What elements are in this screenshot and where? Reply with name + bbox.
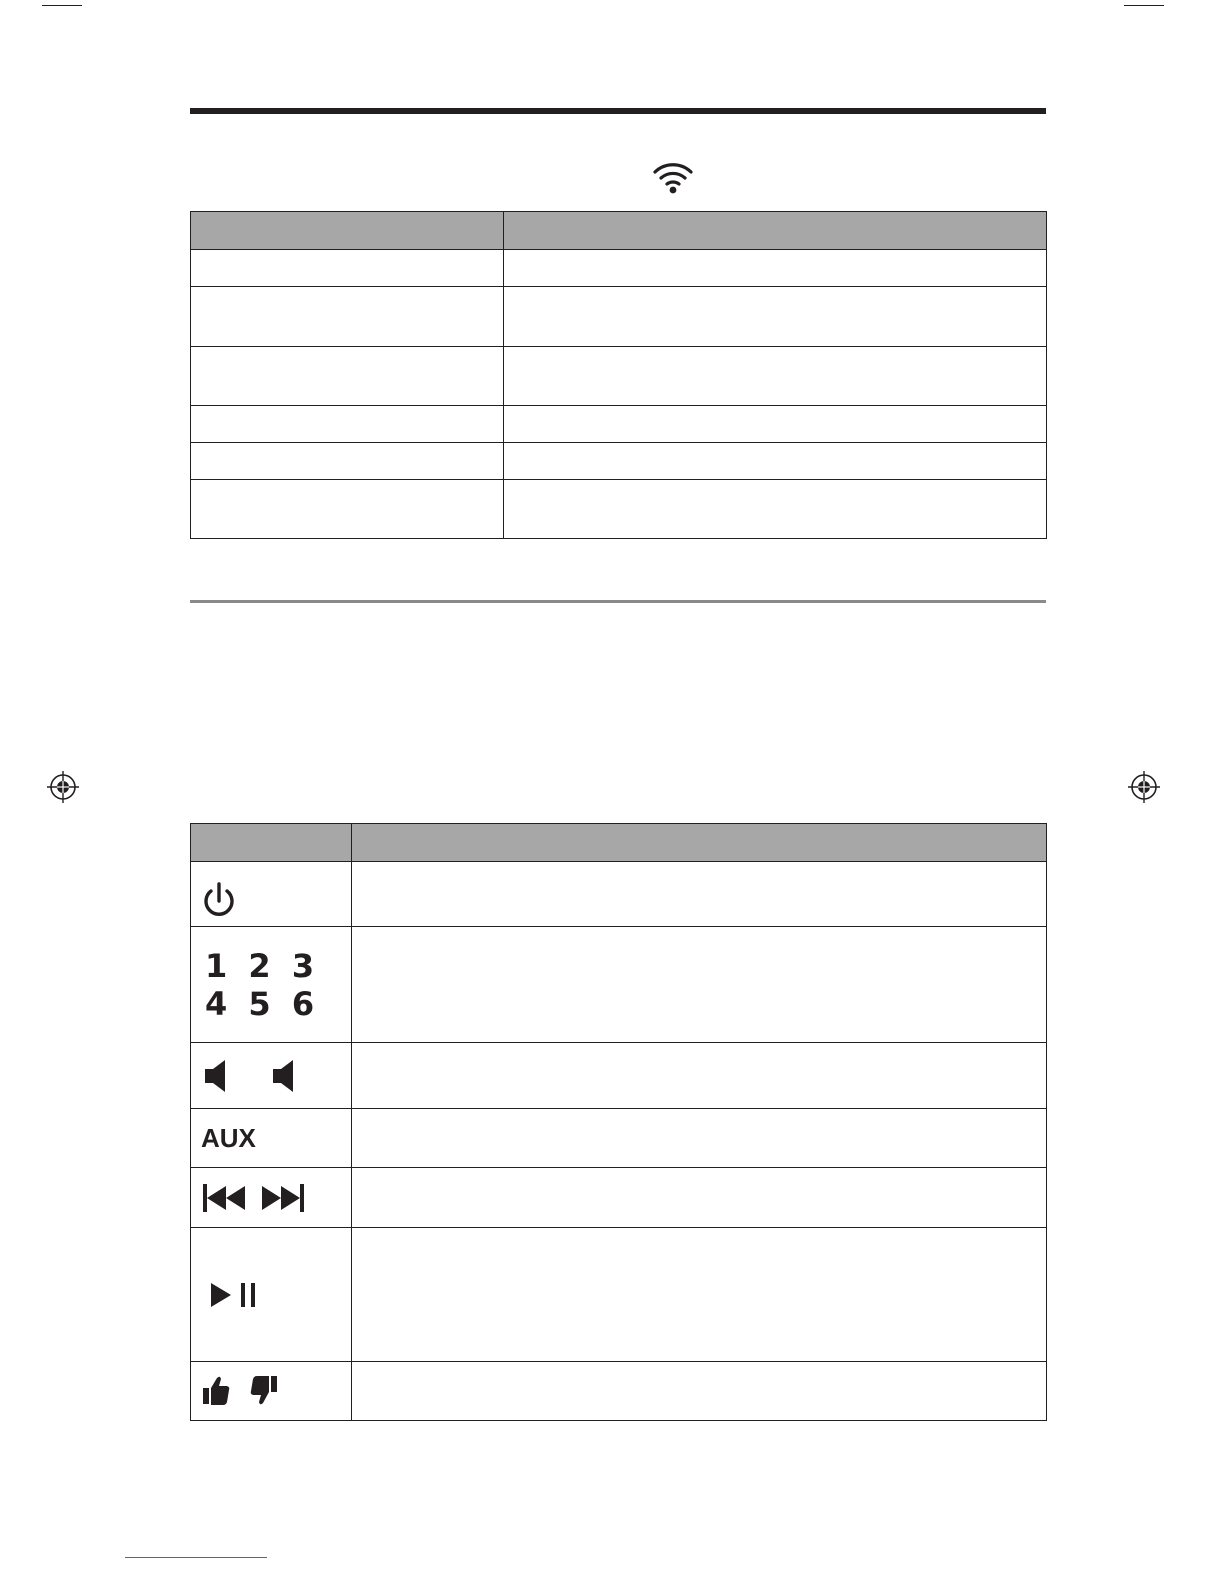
table-row xyxy=(191,1109,1047,1168)
table-header-cell xyxy=(191,212,504,250)
table-cell xyxy=(191,480,504,539)
table-row xyxy=(191,406,1047,443)
table-cell xyxy=(504,443,1047,480)
icon-cell xyxy=(191,862,352,927)
preset-numbers-icon: 1 2 3 4 5 6 xyxy=(205,946,319,1023)
table-cell xyxy=(504,480,1047,539)
table-row xyxy=(191,1362,1047,1421)
registration-mark-left-icon xyxy=(47,771,79,803)
table-cell xyxy=(352,1109,1047,1168)
table-header-cell xyxy=(191,824,352,862)
table-cell xyxy=(504,347,1047,406)
thumbs-down-icon xyxy=(251,1376,277,1404)
table-row xyxy=(191,480,1047,539)
play-pause-icon xyxy=(209,1281,269,1309)
table-row xyxy=(191,1168,1047,1228)
table-row xyxy=(191,927,1047,1043)
table-cell xyxy=(191,287,504,347)
table-row xyxy=(191,443,1047,480)
icon-cell xyxy=(191,1109,352,1168)
table-row xyxy=(191,862,1047,927)
wifi-indicator-table xyxy=(190,211,1047,539)
table-row xyxy=(191,1228,1047,1362)
thumbs-icons xyxy=(201,1374,281,1408)
table-header-cell xyxy=(504,212,1047,250)
icon-cell xyxy=(191,1168,352,1228)
skip-forward-icon xyxy=(262,1184,304,1212)
wifi-icon xyxy=(652,160,694,196)
table-row xyxy=(191,287,1047,347)
table-cell xyxy=(191,443,504,480)
registration-mark-right-icon xyxy=(1128,771,1160,803)
volume-down-icon xyxy=(205,1060,225,1092)
crop-mark-top-right xyxy=(1124,5,1164,6)
table-cell xyxy=(504,287,1047,347)
volume-up-icon xyxy=(273,1060,293,1092)
footer-rule xyxy=(125,1557,267,1558)
table-cell xyxy=(352,1362,1047,1421)
remote-buttons-table xyxy=(190,823,1047,1421)
table-header-cell xyxy=(352,824,1047,862)
icon-cell xyxy=(191,1362,352,1421)
table-header-row xyxy=(191,212,1047,250)
table-header-row xyxy=(191,824,1047,862)
power-icon xyxy=(201,881,237,921)
aux-icon: AUX xyxy=(201,1122,256,1153)
table-cell xyxy=(504,250,1047,287)
table-row xyxy=(191,1043,1047,1109)
icon-cell xyxy=(191,1043,352,1109)
subsection-rule xyxy=(190,600,1046,603)
table-row xyxy=(191,347,1047,406)
table-row xyxy=(191,250,1047,287)
table-cell xyxy=(352,1168,1047,1228)
table-cell xyxy=(352,862,1047,927)
crop-mark-top-left xyxy=(42,5,82,6)
table-cell xyxy=(191,250,504,287)
table-cell xyxy=(352,1043,1047,1109)
skip-back-icon xyxy=(203,1184,245,1212)
table-cell xyxy=(352,927,1047,1043)
table-cell xyxy=(191,406,504,443)
section-heading-rule xyxy=(190,108,1046,114)
table-cell xyxy=(504,406,1047,443)
table-cell xyxy=(191,347,504,406)
icon-cell xyxy=(191,927,352,1043)
icon-cell xyxy=(191,1228,352,1362)
volume-icons xyxy=(201,1058,301,1094)
table-cell xyxy=(352,1228,1047,1362)
skip-icons xyxy=(201,1183,311,1213)
thumbs-up-icon xyxy=(203,1377,229,1405)
